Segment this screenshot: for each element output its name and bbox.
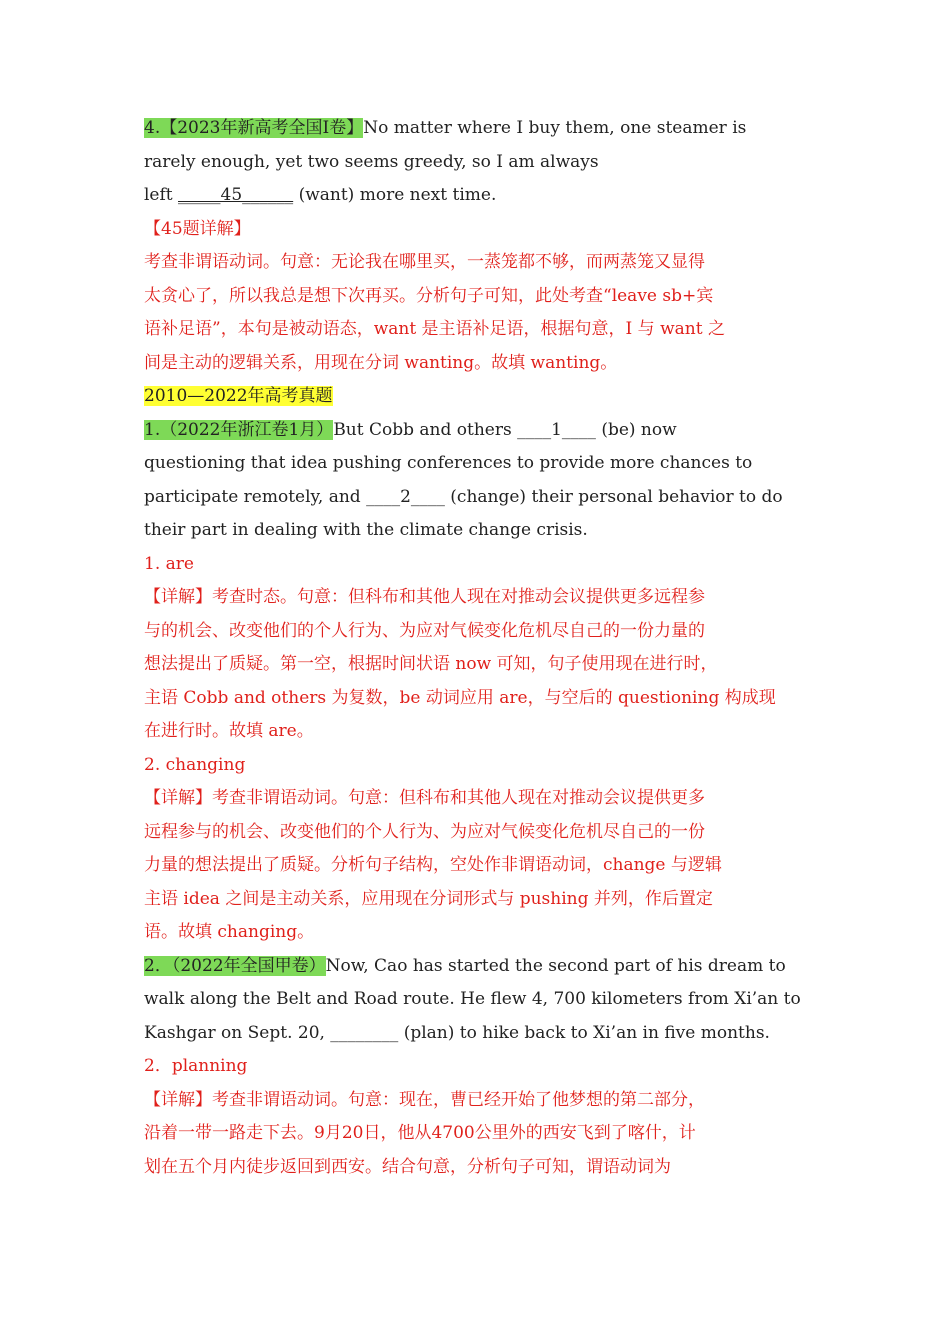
q1-detail1-line: 【详解】考查时态。句意：但科布和其他人现在对推动会议提供更多远程参 — [144, 587, 705, 607]
section-title: 2010—2022年高考真题 — [144, 386, 333, 406]
q2-detail-line: 【详解】考查非谓语动词。句意：现在，曹已经开始了他梦想的第二部分， — [144, 1089, 705, 1110]
q2-source-tag: 2．（2022年全国甲卷） — [144, 955, 326, 976]
document-page — [144, 112, 804, 1184]
q1-detail2-line: 力量的想法提出了质疑。分析句子结构，空处作非谓语动词，change 与逻辑 — [144, 855, 722, 875]
q1-detail1-line: 在进行时。故填 are。 — [144, 721, 314, 741]
q1-line: participate remotely, and ____2____ (change) their personal behavior to do — [144, 486, 783, 507]
q4-detail-title: 【45题详解】 — [144, 218, 251, 239]
q1-text: But Cobb and others ____1____ (be) now — [333, 419, 677, 440]
q1-detail2-line: 主语 idea 之间是主动关系，应用现在分词形式与 pushing 并列，作后置定 — [144, 888, 713, 909]
q2-detail-line: 划在五个月内徒步返回到西安。结合句意，分析句子可知，谓语动词为 — [144, 1156, 671, 1177]
q1-answer-2: 2. changing — [144, 754, 246, 775]
q1-detail1-line: 与的机会、改变他们的个人行为、为应对气候变化危机尽自己的一份力量的 — [144, 620, 705, 641]
q4-blank: _____45______ — [178, 185, 294, 205]
q1-detail2-line: 远程参与的机会、改变他们的个人行为、为应对气候变化危机尽自己的一份 — [144, 821, 705, 842]
q4-line-2: rarely enough, yet two seems greedy, so I am always — [144, 151, 599, 172]
q4-line-1 — [144, 112, 804, 146]
q2-line-1 — [144, 950, 804, 984]
q1-source-tag: 1.（2022年浙江卷1月） — [144, 419, 334, 440]
q1-detail1-line: 主语 Cobb and others 为复数，be 动词应用 are，与空后的 questioning 构成现 — [144, 687, 776, 708]
q4-detail-line: 考查非谓语动词。句意：无论我在哪里买，一蒸笼都不够，而两蒸笼又显得 — [144, 252, 705, 272]
q2-line: Kashgar on Sept. 20, ________ (plan) to hike back to Xi’an in five months. — [144, 1022, 770, 1043]
q4-source-tag: 4.【2023年新高考全国Ⅰ卷】 — [144, 118, 364, 138]
q2-detail-line: 沿着一带一路走下去。9月20日，他从4700公里外的西安飞到了喀什，计 — [144, 1123, 696, 1143]
q1-detail2-line: 【详解】考查非谓语动词。句意：但科布和其他人现在对推动会议提供更多 — [144, 788, 705, 808]
q4-line-3: left _____45______ (want) more next time. — [144, 185, 497, 205]
q4-detail-line: 语补足语”，本句是被动语态，want 是主语补足语，根据句意，I 与 want 之 — [144, 319, 725, 339]
q4-text: No matter where I buy them, one steamer is — [363, 118, 747, 138]
q2-text: Now, Cao has started the second part of his dream to — [325, 955, 786, 976]
q1-detail1-line: 想法提出了质疑。第一空，根据时间状语 now 可知，句子使用现在进行时， — [144, 654, 718, 674]
q1-line: questioning that idea pushing conferences to provide more chances to — [144, 453, 753, 473]
q1-line-1 — [144, 414, 804, 448]
q4-detail-line: 间是主动的逻辑关系，用现在分词 wanting。故填 wanting。 — [144, 352, 618, 373]
q1-line: their part in dealing with the climate change crisis. — [144, 520, 588, 540]
q1-detail2-line: 语。故填 changing。 — [144, 922, 315, 942]
q4-detail-line: 太贪心了，所以我总是想下次再买。分析句子可知，此处考查“leave sb+宾 — [144, 285, 714, 306]
section-title-line — [144, 380, 804, 414]
q1-answer-1: 1. are — [144, 553, 194, 574]
q2-answer: 2．planning — [144, 1056, 248, 1076]
q2-line: walk along the Belt and Road route. He flew 4, 700 kilometers from Xi’an to — [144, 989, 801, 1009]
